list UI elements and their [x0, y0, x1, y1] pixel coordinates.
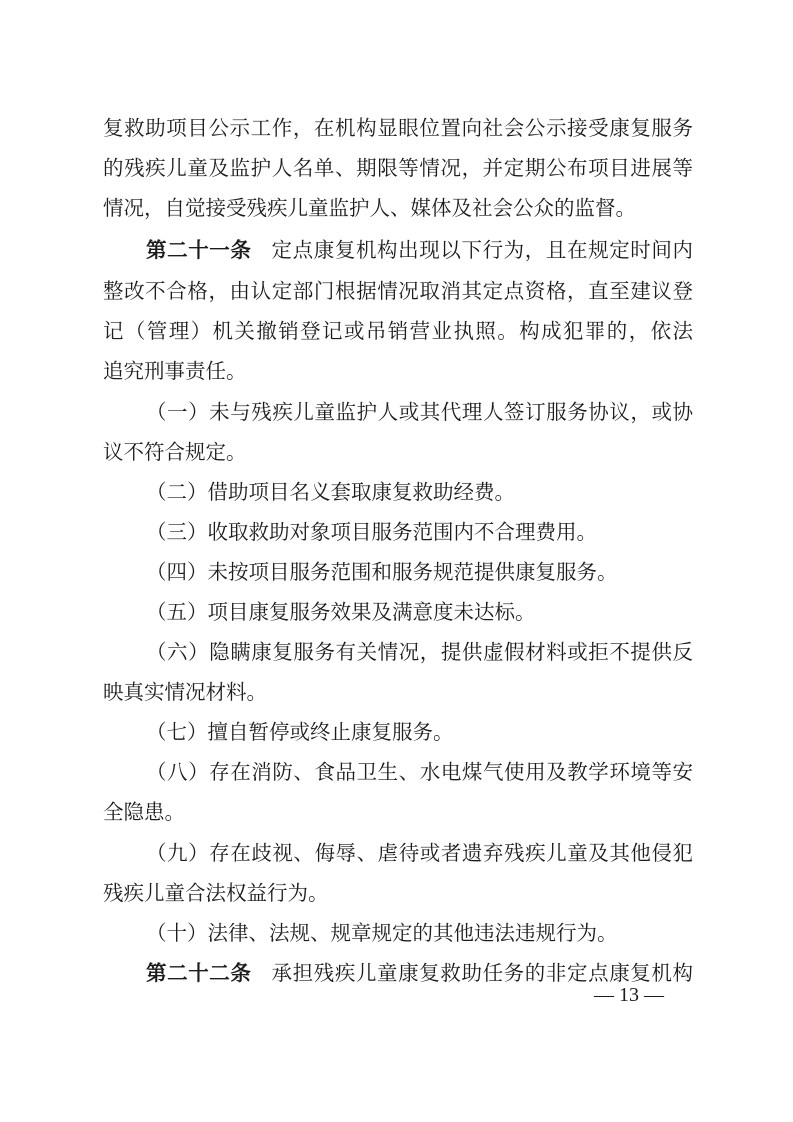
list-item: （一）未与残疾儿童监护人或其代理人签订服务协议，或协: [146, 400, 693, 424]
list-item-continuation: 残疾儿童合法权益行为。: [103, 881, 329, 905]
page-number: — 13 —: [594, 984, 664, 1006]
list-item: （五）项目康复服务效果及满意度未达标。: [146, 600, 536, 624]
paragraph-line: 的残疾儿童及监护人名单、期限等情况，并定期公布项目进展等: [103, 156, 693, 180]
list-item: （七）擅自暂停或终止康复服务。: [146, 720, 454, 744]
list-item: （二）借助项目名义套取康复救助经费。: [146, 480, 515, 504]
paragraph-line: 记（管理）机关撤销登记或吊销营业执照。构成犯罪的，依法: [103, 319, 693, 343]
list-item: （九）存在歧视、侮辱、虐待或者遗弃残疾儿童及其他侵犯: [146, 841, 693, 865]
list-item: （四）未按项目服务范围和服务规范提供康复服务。: [146, 560, 618, 584]
article-22-heading: 第二十二条: [146, 961, 252, 985]
list-item-continuation: 议不符合规定。: [103, 440, 247, 464]
paragraph-line: 整改不合格，由认定部门根据情况取消其定点资格，直至建议登: [103, 279, 693, 303]
article-21-heading: 第二十一条: [146, 238, 252, 262]
paragraph-line: 追究刑事责任。: [103, 359, 247, 383]
paragraph-line: 情况，自觉接受残疾儿童监护人、媒体及社会公众的监督。: [103, 196, 636, 220]
list-item-continuation: 映真实情况材料。: [103, 680, 267, 704]
list-item: （十）法律、法规、规章规定的其他违法违规行为。: [146, 921, 618, 945]
list-item: （八）存在消防、食品卫生、水电煤气使用及教学环境等安: [146, 760, 693, 784]
list-item-continuation: 全隐患。: [103, 800, 185, 824]
article-21-text: 定点康复机构出现以下行为，且在规定时间内: [271, 238, 693, 262]
article-22-text: 承担残疾儿童康复救助任务的非定点康复机构: [271, 961, 693, 985]
list-item: （三）收取救助对象项目服务范围内不合理费用。: [146, 520, 597, 544]
paragraph-line: 复救助项目公示工作，在机构显眼位置向社会公示接受康复服务: [103, 116, 693, 140]
article-21-first-line: [146, 237, 693, 263]
list-item: （六）隐瞒康复服务有关情况，提供虚假材料或拒不提供反: [146, 640, 693, 664]
